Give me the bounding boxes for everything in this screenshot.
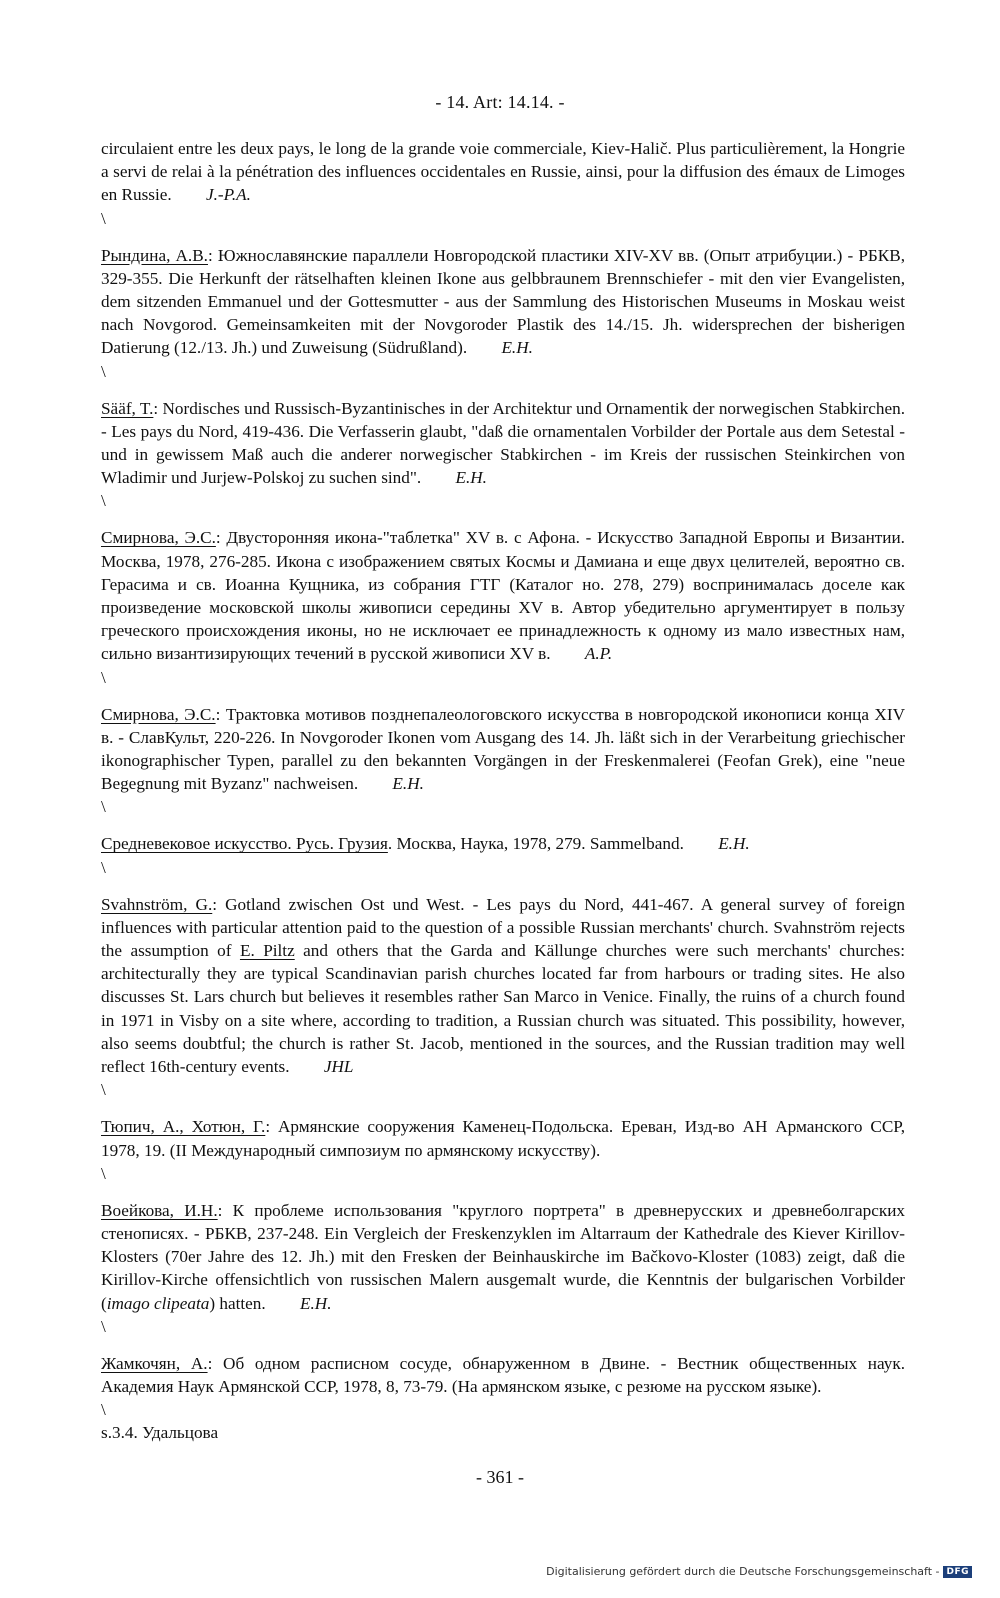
entry-body: . Москва, Наука, 1978, 279. Sammelband. [387, 834, 684, 854]
entry-body: : Gotland zwischen Ost und West. - Les pays du Nord, 441-467. A general survey of foreign influences with particular attention paid to the question of a possible Russian merchants' church. Svahnström rejects the assumption of [101, 894, 906, 961]
running-header: - 14. Art: 14.14. - [435, 92, 565, 112]
entry-body-continued: ) hatten. [209, 1293, 266, 1313]
bibliography-entry [101, 526, 905, 665]
reviewer-initials: E.H. [300, 1293, 332, 1313]
entry-author: Смирнова, Э.С. [101, 704, 216, 724]
entry-separator: \ [101, 1316, 106, 1336]
bibliography-entry [101, 1199, 905, 1315]
entry-separator: \ [101, 667, 106, 687]
bibliography-entry [101, 832, 905, 855]
entry-body: : К проблеме использования "круглого портрета" в древнерусских и древнеболгарских стенописях. - РБКВ, 237-248. Ein Vergleich der Freskenzyklen im Altarraum der Kathedrale des Kiever Kirillov-Klosters (70er Jahre des 12. Jh.) mit den Fresken der Beinhauskirche im Bačkovo-Kloster (1083) zeigt, daß die Kirillov-Kirche offensichtlich von russischen Malern ausgemalt wurde, die Kenntnis der bulgarischen Vorbilder ( [101, 1200, 906, 1313]
entry-separator: \ [101, 857, 106, 877]
reviewer-initials: A.P. [584, 644, 613, 664]
entry-author: Рындина, А.В. [101, 245, 208, 265]
entry-body: circulaient entre les deux pays, le long de la grande voie commerciale, Kiev-Halič. Plus particulièrement, la Hongrie a servi de relai à la pénétration des influences occidentales en Russie, ainsi, pour la diffusion des émaux de Limoges en Russie. [101, 139, 905, 205]
entry-body: : Nordisches und Russisch-Byzantinisches in der Architektur und Ornamentik der norwegischen Stabkirchen. - Les pays du Nord, 419-436. Die Verfasserin glaubt, "daß die ornamentalen Vorbilder der Portale aus dem Setestal - und in gewissem Maß auch die anderer norwegischer Stabkirchen - im Kreis der russischen Steinkirchen von Wladimir und Jurjew-Polskoj zu suchen sind". [101, 398, 905, 488]
entry-separator: \ [101, 491, 106, 511]
entry-separator: \ [101, 208, 106, 228]
entry-body-continued: and others that the Garda and Källunge churches were such merchants' churches: architecturally they are typical Scandinavian parish churches located far from harbours or trading sites. He also discusses St. Lars church but believes it resembles rather San Marco in Venice. Finally, the ruins of a church found in 1971 in Visby on a site where, according to tradition, a Russian church was situated. This possibility, however, also seems doubtful; the church is rather St. Jacob, mentioned in the sources, and the Russian tradition may well reflect 16th-century events. [101, 941, 906, 1077]
section-code: s.3.4. Удальцова [101, 1423, 219, 1443]
entry-author: Средневековое искусство. Русь. Грузия [101, 834, 388, 854]
bibliography-entry [101, 1352, 905, 1398]
entry-body: : Трактовка мотивов позднепалеологовского искусства в новгородской иконописи конца XIV в. - СлавКульт, 220-226. In Novgoroder Ikonen vom Ausgang des 14. Jh. läßt sich in der Verarbeitung griechischer ikonographischer Typen, parallel zu den bekannten Vorgängen in der Freskenmalerei (Feofan Grek), eine "neue Begegnung mit Byzanz" nachweisen. [101, 704, 905, 794]
dfg-logo-icon: DFG [943, 1566, 972, 1578]
bibliography-list [101, 137, 905, 1444]
entry-separator: \ [101, 1400, 106, 1420]
bibliography-entry [101, 397, 905, 490]
bibliography-entry [101, 244, 905, 360]
bibliography-entry [101, 893, 905, 1079]
entry-separator: \ [101, 1080, 106, 1100]
entry-separator: \ [101, 361, 106, 381]
credit-text: Digitalisierung gefördert durch die Deutsche Forschungsgemeinschaft - [546, 1565, 940, 1578]
page-number: - 361 - [476, 1467, 524, 1487]
entry-author: Тюпич, А., Хотюн, Г. [101, 1117, 266, 1137]
reviewer-initials: J.-P.A. [205, 185, 251, 205]
entry-body: : Двусторонняя икона-"таблетка" XV в. с Афона. - Искусство Западной Европы и Византии. Москва, 1978, 276-285. Икона с изображением святых Космы и Дамиана и еще двух целителей, вероятно св. Герасима и св. Иоанна Кущника, из собрания ГТГ (Каталог но. 278, 279) воспринималась доселе как произведение московской школы живописи середины XV в. Автор убедительно аргументирует в пользу греческого происхождения иконы, но не исключает ее принадлежность к одному из мало известных нам, сильно византизирующих течений в русской живописи XV в. [101, 528, 905, 664]
entry-author: Воейкова, И.Н. [101, 1200, 218, 1220]
reviewer-initials: E.H. [392, 774, 424, 794]
entry-body: : Южнославянские параллели Новгородской пластики XIV-XV вв. (Опыт атрибуции.) - РБКВ, 329-355. Die Herkunft der rätselhaften kleinen Ikone aus gelbbraunem Brennschiefer - mit den vier Evangelisten, dem sitzenden Emmanuel und der Gottesmutter - aus der Sammlung des Historischen Museums in Moskau weist nach Novgorod. Gemeinsamkeiten mit der Novgoroder Plastik des 14./15. Jh. widersprechen der bisherigen Datierung (12./13. Jh.) und Zuweisung (Südrußland). [101, 245, 905, 358]
entry-body: : Армянские сооружения Каменец-Подольска. Ереван, Изд-во АН Арманского ССР, 1978, 19. (II Международный симпозиум по армянскому искусству). [101, 1117, 905, 1160]
digitization-credit [546, 1565, 972, 1578]
cited-author-link: E. Piltz [239, 941, 295, 961]
entry-author: Жамкочян, А. [101, 1353, 208, 1373]
reviewer-initials: JHL [323, 1057, 354, 1077]
entry-author: Sääf, T. [101, 398, 154, 418]
bibliography-entry [101, 137, 905, 207]
reviewer-initials: E.H. [501, 338, 533, 358]
entry-body: : Об одном расписном сосуде, обнаруженном в Двине. - Вестник общественных наук. Академия Наук Армянской ССР, 1978, 8, 73-79. (На армянском языке, с резюме на русском языке). [101, 1353, 906, 1396]
entry-separator: \ [101, 797, 106, 817]
entry-separator: \ [101, 1163, 106, 1183]
entry-author: Смирнова, Э.С. [101, 528, 216, 548]
entry-author: Svahnström, G. [101, 894, 213, 914]
bibliography-entry [101, 1115, 905, 1161]
italic-term: imago clipeata [106, 1293, 210, 1313]
reviewer-initials: E.H. [718, 834, 750, 854]
reviewer-initials: E.H. [455, 468, 487, 488]
bibliography-entry [101, 703, 905, 796]
